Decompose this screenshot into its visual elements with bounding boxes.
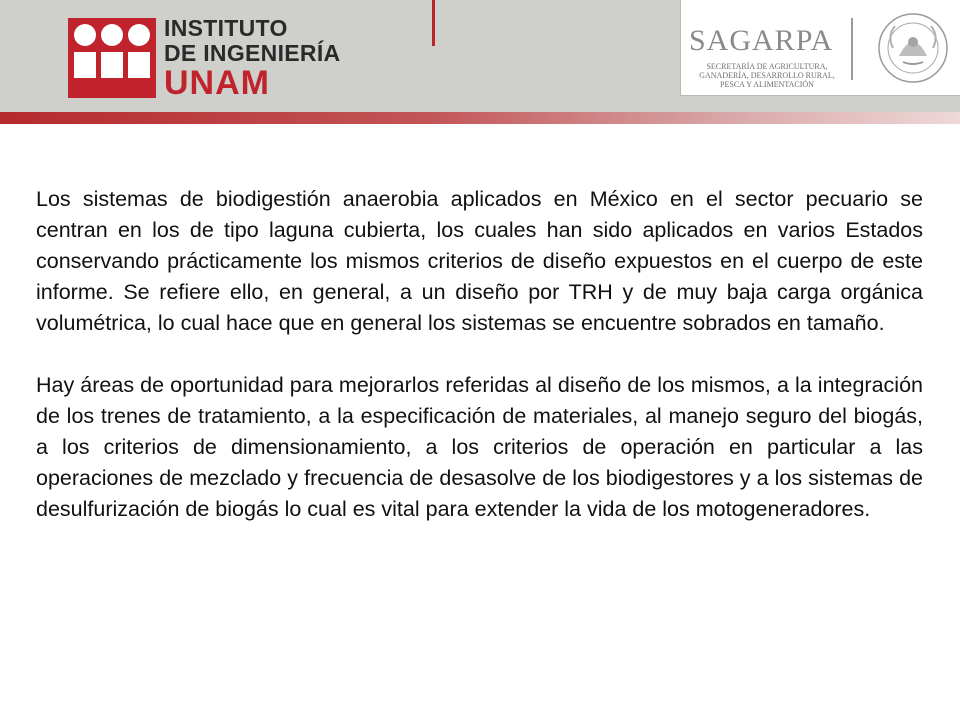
paragraph-1: Los sistemas de biodigestión anaerobia aplicados en México en el sector pecuario se centran en los de tipo laguna cubierta, los cuales han sido aplicados en varios Estados conservando prácticamente los mismos criterios de diseño expuestos en el cuerpo de este informe. Se refiere ello, en general, a un diseño por TRH y de muy baja carga orgánica volumétrica, lo cual hace que en general los sistemas se encuentre sobrados en tamaño. — [36, 187, 923, 335]
sagarpa-logo-panel — [680, 0, 960, 96]
body-content — [36, 184, 923, 556]
header-band — [0, 0, 960, 112]
institute-name-line2: DE INGENIERÍA — [164, 40, 341, 66]
institute-name-line3: UNAM — [164, 64, 270, 102]
sagarpa-separator — [851, 18, 853, 80]
institute-name-line1: INSTITUTO — [164, 15, 288, 41]
institute-logo-icon — [68, 18, 156, 98]
sagarpa-name: SAGARPA — [689, 24, 834, 57]
mexico-seal-icon — [877, 12, 949, 84]
header-divider — [432, 0, 435, 46]
header-accent-stripe — [0, 112, 960, 124]
sagarpa-subtitle: SECRETARÍA DE AGRICULTURA, GANADERÍA, DESARROLLO RURAL, PESCA Y ALIMENTACIÓN — [699, 62, 835, 89]
paragraph-2: Hay áreas de oportunidad para mejorarlos referidas al diseño de los mismos, a la integración de los trenes de tratamiento, a la especificación de materiales, al manejo seguro del biogás, a los criterios de dimensionamiento, a los criterios de operación en particular a las operaciones de mezclado y frecuencia de desasolve de los biodigestores y a los sistemas de desulfurización de biogás lo cual es vital para extender la vida de los motogeneradores. — [36, 373, 923, 521]
